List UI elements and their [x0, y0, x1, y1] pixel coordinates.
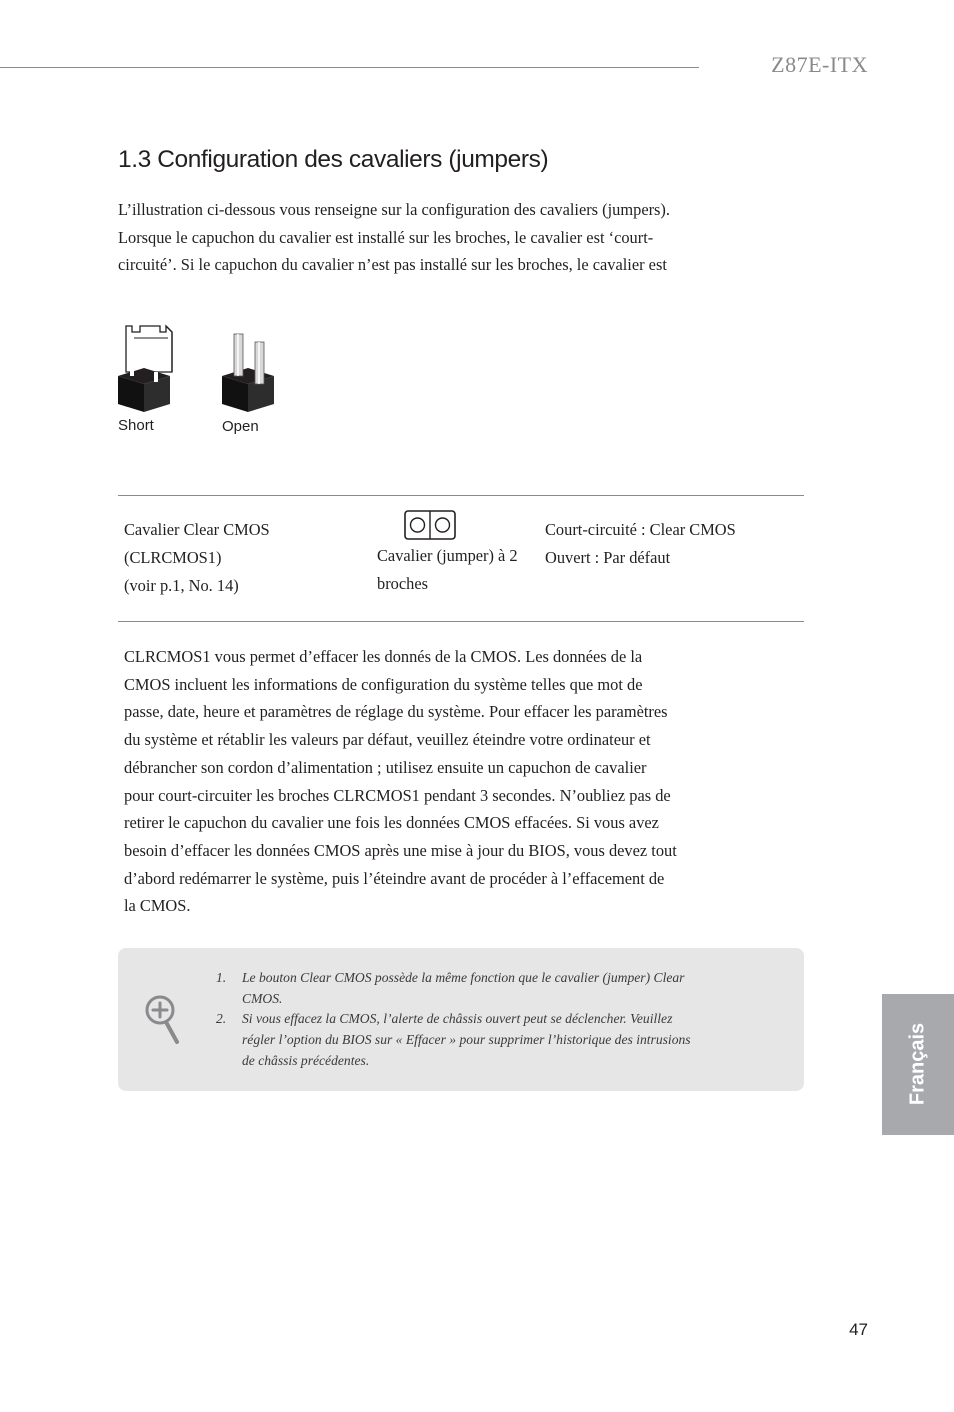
jumper-name-line: (CLRCMOS1) — [124, 548, 222, 567]
short-open-jumpers-graphic — [118, 276, 318, 416]
body-line: du système et rétablir les valeurs par défaut, veuillez éteindre votre ordinateur et — [124, 730, 651, 750]
header-rule — [0, 67, 699, 68]
model-name: Z87E-ITX — [771, 52, 868, 77]
note-item — [216, 968, 746, 1009]
note-line: CMOS. — [242, 990, 283, 1006]
jumper-setting-cell — [545, 516, 736, 572]
clrcmos-description — [124, 643, 754, 920]
note-line: Si vous effacez la CMOS, l’alerte de châssis ouvert peut se déclencher. Veuillez — [242, 1011, 673, 1027]
section-title: 1.3 Configuration des cavaliers (jumpers) — [118, 146, 549, 173]
language-tab-label: Français — [906, 1022, 929, 1106]
jumper-illustration — [118, 276, 318, 441]
jumper-name-cell — [124, 516, 270, 600]
jumper-name-line: Cavalier Clear CMOS — [124, 520, 270, 539]
two-pin-jumper-icon — [404, 510, 456, 540]
open-label: Open — [222, 418, 259, 435]
body-line: la CMOS. — [124, 896, 191, 916]
short-jumper-graphic — [118, 326, 172, 412]
body-line: CLRCMOS1 vous permet d’effacer les donnés de la CMOS. Les données de la — [124, 647, 643, 666]
body-line: CMOS incluent les informations de configuration du système telles que mot de — [124, 674, 643, 694]
open-jumper-graphic — [222, 334, 274, 412]
body-line: retirer le capuchon du cavalier une fois les données CMOS effacées. Si vous avez — [124, 813, 659, 833]
jumper-type-line: broches — [377, 574, 428, 593]
note-line: régler l’option du BIOS sur « Effacer » pour supprimer l’historique des intrusions — [242, 1032, 691, 1048]
intro-line: circuité’. Si le capuchon du cavalier n’est pas installé sur les broches, le cavalier est — [118, 255, 667, 274]
note-item — [216, 1009, 746, 1071]
note-number: 2. — [216, 1011, 227, 1027]
body-line: passe, date, heure et paramètres de réglage du système. Pour effacer les paramètres — [124, 702, 668, 722]
jumper-setting-line: Court-circuité : Clear CMOS — [545, 520, 736, 539]
note-list — [216, 968, 746, 1072]
intro-line: L’illustration ci-dessous vous renseigne sur la configuration des cavaliers (jumpers). — [118, 200, 670, 219]
note-line: de châssis précédentes. — [242, 1052, 370, 1068]
body-line: besoin d’effacer les données CMOS après une mise à jour du BIOS, vous devez tout — [124, 840, 677, 860]
short-label: Short — [118, 417, 154, 434]
magnifier-plus-icon — [144, 994, 184, 1046]
note-number: 1. — [216, 970, 227, 985]
table-top-rule — [118, 495, 804, 496]
note-line: Le bouton Clear CMOS possède la même fonction que le cavalier (jumper) Clear — [242, 970, 685, 985]
body-line: pour court-circuiter les broches CLRCMOS1 pendant 3 secondes. N’oubliez pas de — [124, 785, 671, 805]
body-line: débrancher son cordon d’alimentation ; utilisez ensuite un capuchon de cavalier — [124, 757, 647, 777]
table-bottom-rule — [118, 621, 804, 622]
intro-paragraph — [118, 196, 768, 279]
note-box — [118, 948, 804, 1091]
page-number: 47 — [849, 1320, 868, 1339]
intro-line: Lorsque le capuchon du cavalier est installé sur les broches, le cavalier est ‘court- — [118, 227, 654, 247]
jumper-type-cell — [377, 542, 518, 598]
language-tab — [882, 994, 954, 1135]
jumper-setting-line: Ouvert : Par défaut — [545, 548, 671, 567]
jumper-name-line: (voir p.1, No. 14) — [124, 576, 239, 595]
jumper-type-line: Cavalier (jumper) à 2 — [377, 546, 518, 565]
body-line: d’abord redémarrer le système, puis l’éteindre avant de procéder à l’effacement de — [124, 868, 665, 888]
